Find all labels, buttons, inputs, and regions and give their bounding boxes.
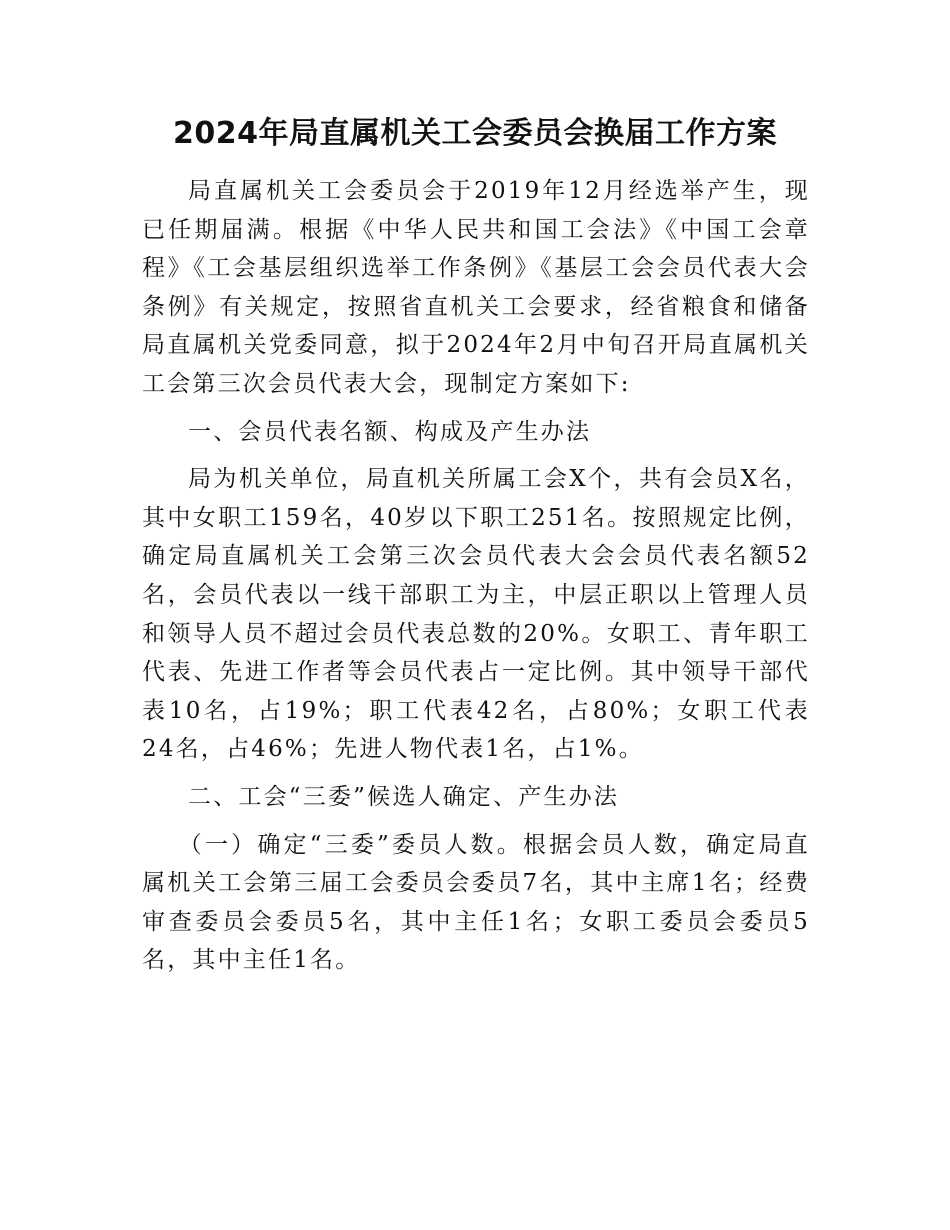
section-heading-1: 一、会员代表名额、构成及产生办法 <box>188 418 592 445</box>
section-2-subparagraph-1: （一）确定“三委”委员人数。根据会员人数，确定局直属机关工会第三届工会委员会委员7名，其中主席1名；经费审查委员会委员5名，其中主任1名；女职工委员会委员5名，其中主任1名。 <box>142 831 810 974</box>
document-body <box>142 172 810 989</box>
document-title: 2024年局直属机关工会委员会换届工作方案 <box>173 116 777 151</box>
intro-paragraph: 局直属机关工会委员会于2019年12月经选举产生，现已任期届满。根据《中华人民共和国工会法》《中国工会章程》《工会基层组织选举工作条例》《基层工会会员代表大会条例》有关规定，按照省直机关工会要求，经省粮食和储备局直属机关党委同意，拟于2024年2月中旬召开局直属机关工会第三次会员代表大会，现制定方案如下: <box>142 178 810 397</box>
section-heading-2: 二、工会“三委”候选人确定、产生办法 <box>188 783 620 810</box>
section-1-paragraph: 局为机关单位，局直机关所属工会X个，共有会员X名，其中女职工159名，40岁以下职工251名。按照规定比例，确定局直属机关工会第三次会员代表大会会员代表名额52名，会员代表以一线干部职工为主，中层正职以上管理人员和领导人员不超过会员代表总数的20%。女职工、青年职工代表、先进工作者等会员代表占一定比例。其中领导干部代表10名，占19%；职工代表42名，占80%；女职工代表24名，占46%；先进人物代表1名，占1%。 <box>142 466 810 763</box>
